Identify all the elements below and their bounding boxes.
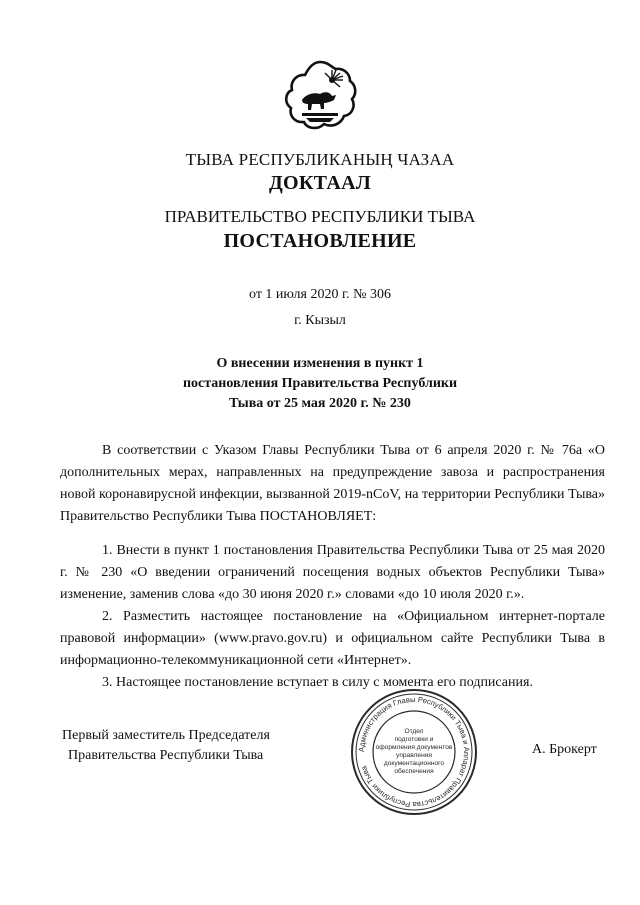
subject-line: постановления Правительства Республики: [182, 376, 458, 391]
russian-document-type: ПОСТАНОВЛЕНИЕ: [223, 230, 417, 252]
document-subject: [0, 354, 640, 414]
signatory-position: [62, 726, 270, 766]
russian-government-name: ПРАВИТЕЛЬСТВО РЕСПУБЛИКИ ТЫВА: [164, 207, 476, 226]
position-line: Первый заместитель Председателя: [62, 728, 270, 743]
subject-line: О внесении изменения в пункт 1: [216, 356, 424, 371]
subject-line: Тыва от 25 мая 2020 г. № 230: [229, 396, 411, 411]
official-stamp-icon: [348, 686, 480, 818]
seal-center-line: документационного: [383, 760, 445, 767]
seal-center-line: управления: [396, 752, 432, 759]
seal-center-line: подготовки и: [394, 736, 434, 743]
resolution-items: [60, 540, 605, 694]
document-city: г. Кызыл: [294, 313, 346, 328]
seal-center-line: Отдел: [404, 728, 424, 735]
seal-ring-text: Администрация Главы Республики Тыва и Аппарат Правительства Республики Тыва: [356, 694, 472, 810]
document-date-number: от 1 июля 2020 г. № 306: [249, 287, 391, 302]
seal-center-line: оформления документов: [375, 744, 453, 751]
preamble-paragraph: В соответствии с Указом Главы Республики Тыва от 6 апреля 2020 г. № 76а «О дополнительных мерах, направленных на предупреждение завоза и распространения новой коронавирусной инфекции, вызванной 2019-nCoV, на территории Республики Тыва» Правительство Республики Тыва ПОСТАНОВЛЯЕТ:: [60, 443, 605, 524]
resolution-item-2: 2. Разместить настоящее постановление на «Официальном интернет-портале правовой информации» (www.pravo.gov.ru) и официальном сайте Республики Тыва в информационно-телекоммуникационной сети «Интернет».: [60, 609, 605, 668]
preamble: [60, 440, 605, 528]
resolution-item-1: 1. Внести в пункт 1 постановления Правительства Республики Тыва от 25 мая 2020 г. № 230 «О введении ограничений посещения водных объектов Республики Тыва» изменение, заменив слова «до 30 июня 2020 г.» словами «до 10 июля 2020 г.».: [60, 543, 605, 602]
coat-of-arms-icon: [280, 56, 360, 136]
position-line: Правительства Республики Тыва: [68, 748, 264, 763]
signatory-name: А. Брокерт: [532, 742, 597, 757]
tuvan-document-type: ДОКТААЛ: [268, 172, 372, 194]
resolution-item-3: 3. Настоящее постановление вступает в силу с момента его подписания.: [102, 675, 533, 690]
tuvan-government-name: ТЫВА РЕСПУБЛИКАНЫҢ ЧАЗАА: [185, 150, 455, 169]
seal-center-line: обеспечения: [394, 768, 434, 775]
